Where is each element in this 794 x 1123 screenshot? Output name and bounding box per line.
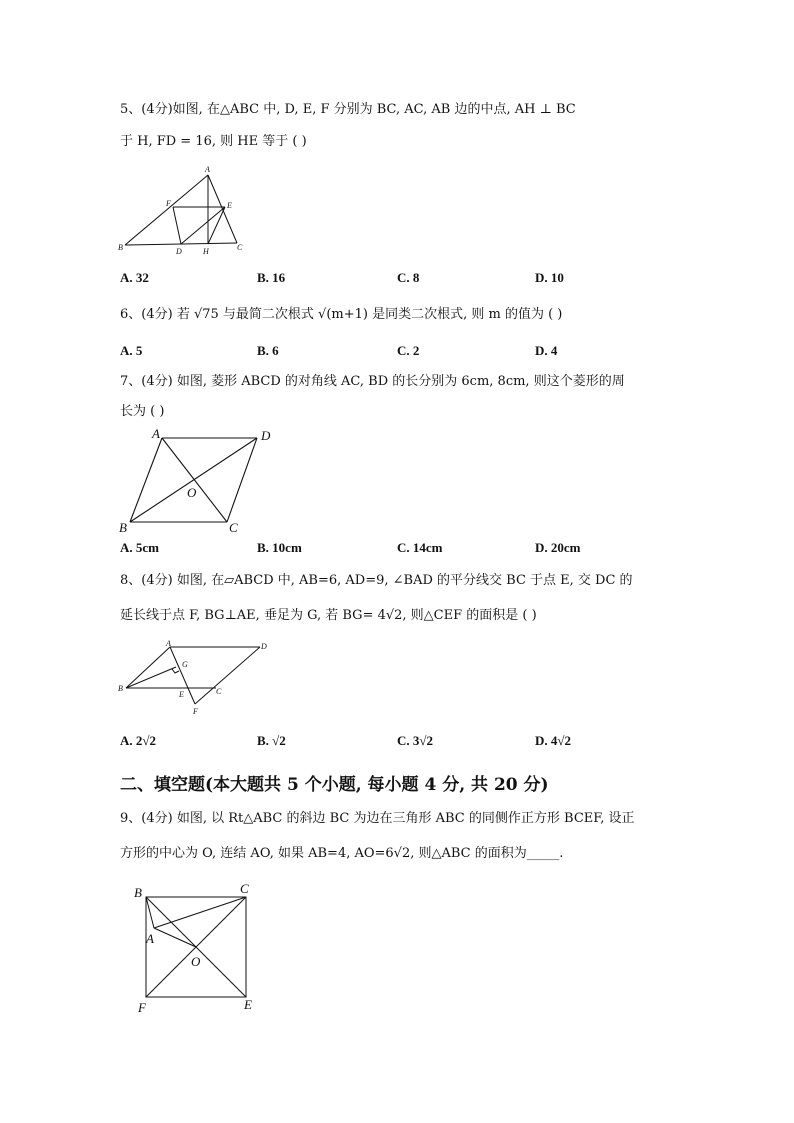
q7-option-d[interactable]: D. 20cm	[535, 540, 581, 555]
q8-seg-ab	[126, 647, 170, 688]
q5-label-c: C	[237, 243, 243, 252]
q8-figure	[115, 636, 280, 721]
q7-stem-line1: 7、(4分) 如图, 菱形 ABCD 的对角线 AC, BD 的长分别为 6cm, 8cm, 则这个菱形的周	[120, 374, 625, 389]
q6-stem-line1: 6、(4分) 若 √75 与最简二次根式 √(m+1) 是同类二次根式, 则 m 的值为 ( )	[120, 307, 563, 322]
q8-label-e: E	[179, 690, 184, 699]
q8-label-d: D	[261, 642, 267, 651]
q5-stem-line2: 于 H, FD = 16, 则 HE 等于 ( )	[120, 134, 307, 149]
q5-option-d[interactable]: D. 10	[535, 270, 564, 285]
q6-option-c[interactable]: C. 2	[397, 343, 420, 358]
q5-seg-he	[208, 207, 225, 244]
q7-figure	[115, 424, 280, 540]
section-2-title: 二、填空题(本大题共 5 个小题, 每小题 4 分, 共 20 分)	[120, 775, 549, 795]
q8-label-b: B	[118, 684, 123, 693]
q6-option-b[interactable]: B. 6	[257, 343, 279, 358]
q8-option-a[interactable]: A. 2√2	[120, 733, 157, 748]
q9-label-o: O	[191, 954, 201, 969]
q6-option-a[interactable]: A. 5	[120, 343, 143, 358]
q8-label-g: G	[182, 660, 188, 669]
q8-right-angle-mark	[172, 669, 179, 673]
q7-seg-ab	[130, 438, 162, 522]
q6-option-d[interactable]: D. 4	[535, 343, 558, 358]
q5-label-f: F	[166, 199, 171, 208]
q8-option-d[interactable]: D. 4√2	[535, 733, 572, 748]
q8-option-b[interactable]: B. √2	[257, 733, 286, 748]
q5-label-a: A	[205, 165, 210, 174]
q9-label-e: E	[244, 997, 252, 1012]
q9-figure	[130, 878, 265, 1018]
q7-seg-dc	[227, 438, 257, 522]
q8-stem-line1: 8、(4分) 如图, 在▱ABCD 中, AB=6, AD=9, ∠BAD 的平分线交 BC 于点 E, 交 DC 的	[120, 573, 633, 588]
q7-option-b[interactable]: B. 10cm	[257, 540, 302, 555]
q7-diagonal-ac	[162, 438, 227, 522]
q8-label-c: C	[216, 687, 222, 696]
q7-label-d: D	[261, 428, 271, 443]
q5-label-h: H	[203, 247, 209, 256]
q7-label-b: B	[119, 520, 127, 535]
q7-label-c: C	[229, 520, 238, 535]
q7-option-a[interactable]: A. 5cm	[120, 540, 159, 555]
q9-stem-line1: 9、(4分) 如图, 以 Rt△ABC 的斜边 BC 为边在三角形 ABC 的同侧作正方形 BCEF, 设正	[120, 811, 635, 826]
q9-stem-line2: 方形的中心为 O, 连结 AO, 如果 AB=4, AO=6√2, 则△ABC 的面积为_____.	[120, 846, 564, 861]
q8-seg-dcf	[195, 647, 260, 704]
q9-label-f: F	[138, 1000, 146, 1015]
q5-option-b[interactable]: B. 16	[257, 270, 286, 285]
q5-seg-ab	[125, 175, 208, 245]
q5-label-e: E	[227, 201, 232, 210]
q7-label-a: A	[152, 426, 160, 441]
q7-diagonal-bd	[130, 438, 257, 522]
q5-figure	[115, 162, 255, 262]
q5-label-b: B	[118, 243, 123, 252]
q5-seg-fd	[173, 207, 181, 244]
q5-label-d: D	[176, 247, 182, 256]
q8-label-f: F	[193, 707, 198, 716]
q7-stem-line2: 长为 ( )	[120, 404, 165, 419]
q8-label-a: A	[166, 639, 171, 648]
q5-option-c[interactable]: C. 8	[397, 270, 420, 285]
q9-seg-ao	[154, 928, 196, 947]
q7-label-o: O	[187, 485, 197, 500]
q8-stem-line2: 延长线于点 F, BG⊥AE, 垂足为 G, 若 BG= 4√2, 则△CEF 的面积是 ( )	[120, 608, 537, 623]
q9-seg-ac	[154, 897, 246, 928]
q5-stem-line1: 5、(4分)如图, 在△ABC 中, D, E, F 分别为 BC, AC, AB 边的中点, AH ⊥ BC	[120, 102, 576, 117]
q9-label-a: A	[146, 931, 154, 946]
q9-label-b: B	[134, 885, 142, 900]
q7-option-c[interactable]: C. 14cm	[397, 540, 443, 555]
q5-seg-de	[181, 207, 225, 244]
q8-option-c[interactable]: C. 3√2	[397, 733, 434, 748]
q5-option-a[interactable]: A. 32	[120, 270, 149, 285]
q8-seg-bg	[126, 667, 176, 688]
q9-label-c: C	[240, 881, 249, 896]
